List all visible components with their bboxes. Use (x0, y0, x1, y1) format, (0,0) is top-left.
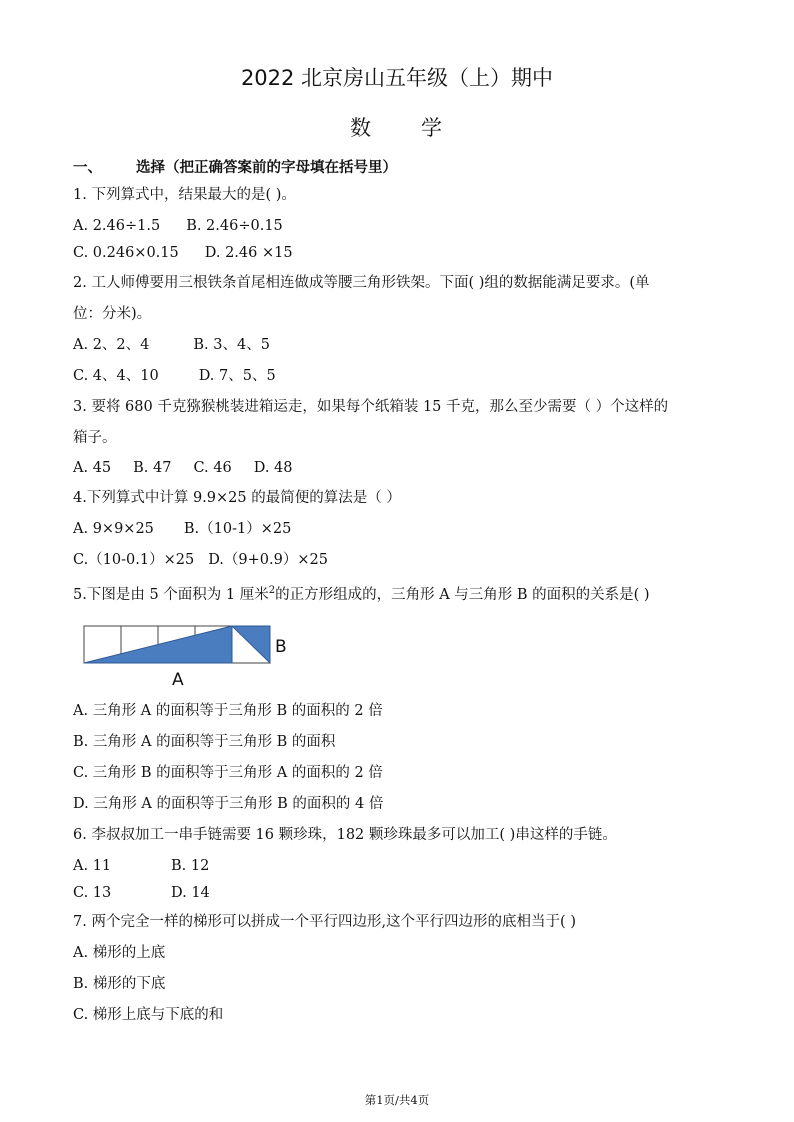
triangle-b-label: B (275, 637, 287, 657)
q5-option-b: B. 三角形 A 的面积等于三角形 B 的面积 (73, 734, 336, 750)
page-title: 2022 北京房山五年级（上）期中 (240, 66, 554, 90)
q6-option-b: B. 12 (171, 858, 210, 874)
q5-figure (80, 622, 300, 690)
q6-stem: 6. 李叔叔加工一串手链需要 16 颗珍珠，182 颗珍珠最多可以加工( )串这样的手链。 (73, 827, 617, 843)
q2-options-row1 (73, 336, 270, 354)
q3-stem-line1: 3. 要将 680 千克猕猴桃装进箱运走，如果每个纸箱装 15 千克，那么至少需要（ ）个这样的 (73, 399, 669, 415)
q1-options-row2 (73, 244, 293, 262)
q5-option-d: D. 三角形 A 的面积等于三角形 B 的面积的 4 倍 (73, 796, 384, 812)
q3-option-a: A. 45 (73, 460, 112, 476)
q1-option-b: B. 2.46÷0.15 (186, 218, 283, 234)
q1-option-a: A. 2.46÷1.5 (73, 218, 161, 234)
q6-options-row2 (73, 884, 210, 902)
q4-option-d: D.（9+0.9）×25 (208, 552, 328, 568)
q5-option-a: A. 三角形 A 的面积等于三角形 B 的面积的 2 倍 (73, 703, 383, 719)
q7-option-b: B. 梯形的下底 (73, 976, 166, 992)
q7-option-a: A. 梯形的上底 (73, 945, 166, 961)
subject-title (0, 112, 794, 142)
q5-stem-superscript: 2 (268, 585, 276, 596)
page-number: 第1页/共4页 (364, 1093, 430, 1107)
q5-stem (73, 582, 650, 604)
q2-options-row2 (73, 367, 276, 385)
q4-stem: 4.下列算式中计算 9.9×25 的最简便的算法是（ ） (73, 490, 401, 506)
triangle-b (232, 626, 270, 663)
q5-option-c: C. 三角形 B 的面积等于三角形 A 的面积的 2 倍 (73, 765, 383, 781)
q1-stem: 1. 下列算式中，结果最大的是( )。 (73, 187, 296, 203)
q5-stem-pre: 5.下图是由 5 个面积为 1 厘米 (73, 587, 269, 603)
q7-option-c: C. 梯形上底与下底的和 (73, 1007, 224, 1023)
q6-option-a: A. 11 (73, 858, 112, 874)
q4-option-b: B.（10-1）×25 (183, 521, 292, 537)
q7-stem: 7. 两个完全一样的梯形可以拼成一个平行四边形,这个平行四边形的底相当于( ) (73, 914, 576, 930)
q3-options (73, 459, 293, 477)
q2-option-a: A. 2、2、4 (73, 337, 150, 353)
q2-option-c: C. 4、4、10 (73, 368, 159, 384)
q3-option-b: B. 47 (133, 460, 172, 476)
triangle-a-label: A (172, 670, 184, 690)
q2-option-d: D. 7、5、5 (198, 368, 276, 384)
section-number: 一、 (73, 160, 102, 176)
section-title: 选择（把正确答案前的字母填在括号里） (136, 160, 397, 176)
q5-stem-post: 的正方形组成的，三角形 A 与三角形 B 的面积的关系是( ) (275, 587, 650, 603)
q1-options-row1 (73, 217, 283, 235)
q2-stem-line2: 位：分米)。 (73, 306, 152, 322)
section-heading (73, 156, 397, 177)
q1-option-c: C. 0.246×0.15 (73, 245, 179, 261)
q4-option-c: C.（10-0.1）×25 (73, 552, 195, 568)
q4-options-row1 (73, 520, 291, 538)
q4-options-row2 (73, 551, 328, 569)
subject-char-1: 数 (350, 116, 373, 140)
q3-option-c: C. 46 (193, 460, 232, 476)
subject-char-2: 学 (421, 116, 444, 140)
q3-stem-line2: 箱子。 (73, 430, 117, 446)
q6-option-d: D. 14 (171, 885, 210, 901)
q2-option-b: B. 3、4、5 (193, 337, 270, 353)
q4-option-a: A. 9×9×25 (73, 521, 154, 537)
q6-option-c: C. 13 (73, 885, 112, 901)
q3-option-d: D. 48 (253, 460, 293, 476)
q6-options-row1 (73, 857, 209, 875)
q2-stem-line1: 2. 工人师傅要用三根铁条首尾相连做成等腰三角形铁架。下面( )组的数据能满足要求。(单 (73, 275, 650, 291)
q1-option-d: D. 2.46 ×15 (204, 245, 293, 261)
